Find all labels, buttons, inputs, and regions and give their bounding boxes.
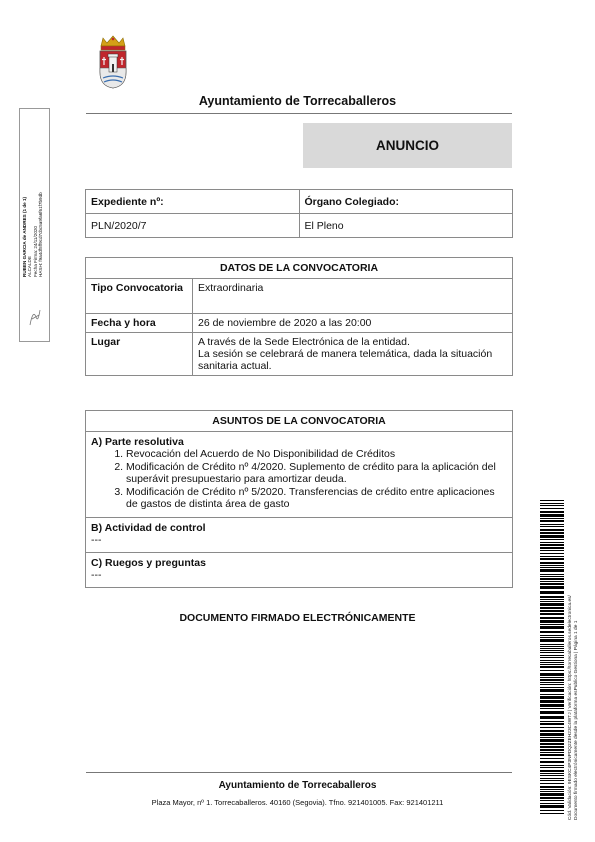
- barcode-bar: [540, 723, 564, 725]
- barcode-bar: [540, 526, 564, 527]
- barcode-bar: [540, 574, 564, 575]
- barcode-bar: [540, 752, 564, 753]
- section-body: ---: [91, 568, 102, 581]
- barcode-bar: [540, 775, 564, 776]
- barcode-bar: [540, 666, 564, 668]
- lugar-line-2: La sesión se celebrará de manera telemática, dada la situación sanitaria actual.: [198, 348, 493, 372]
- expediente-table: [85, 189, 513, 238]
- barcode-bar: [540, 556, 564, 557]
- barcode-bar: [540, 508, 564, 509]
- barcode-bar: [540, 694, 564, 695]
- asuntos-table: [85, 410, 513, 588]
- footer-divider: [86, 772, 512, 773]
- barcode-bar: [540, 662, 564, 663]
- barcode-bar: [540, 679, 564, 681]
- barcode-bar: [540, 803, 564, 804]
- barcode-bar: [540, 544, 564, 546]
- section-actividad-control: [86, 517, 513, 552]
- barcode-bar: [540, 601, 564, 602]
- barcode-bar: [540, 599, 564, 600]
- lugar-line-1: A través de la Sede Electrónica de la entidad.: [198, 336, 410, 348]
- barcode-bar: [540, 746, 564, 748]
- barcode-bar: [540, 682, 564, 683]
- barcode-bar: [540, 539, 564, 540]
- tipo-value: Extraordinaria: [193, 279, 513, 314]
- barcode-bar: [540, 758, 564, 759]
- agenda-item: 2. Modificación de Crédito nº 4/2020. Suplemento de crédito para la aplicación del superávit presupuestario para amortizar deuda.: [126, 461, 507, 486]
- asuntos-title: ASUNTOS DE LA CONVOCATORIA: [86, 411, 513, 432]
- barcode-bar: [540, 529, 564, 531]
- barcode-bar: [540, 670, 564, 671]
- barcode-bar: [540, 783, 564, 784]
- barcode-bar: [540, 687, 564, 688]
- barcode-bar: [540, 578, 564, 580]
- section-title: A) Parte resolutiva: [91, 436, 184, 448]
- barcode-bar: [540, 733, 564, 736]
- barcode-bar: [540, 727, 564, 728]
- signer-role: ALCALDE: [27, 256, 33, 277]
- barcode-bar: [540, 603, 564, 606]
- barcode-bar: [540, 620, 564, 623]
- barcode-bar: [540, 550, 564, 551]
- barcode-bar: [540, 778, 564, 779]
- barcode-bar: [540, 567, 564, 568]
- signed-note: DOCUMENTO FIRMADO ELECTRÓNICAMENTE: [179, 612, 416, 624]
- barcode-bar: [540, 780, 564, 781]
- barcode-bar: [540, 652, 564, 653]
- barcode-bar: [540, 737, 564, 738]
- barcode-bar: [540, 739, 564, 742]
- signature-hash: HASH: f9a4df5ff9cd7cbc5a9fa6f61f7b9db: [37, 192, 43, 277]
- barcode-bar: [540, 524, 564, 525]
- barcode-bar: [540, 542, 564, 543]
- barcode-bar: [540, 607, 564, 609]
- barcode-bar: [540, 677, 564, 678]
- barcode-bar: [540, 813, 564, 814]
- barcode-bar: [540, 684, 564, 685]
- csv-line-1: Cód. Validación: 9ESKC4P3NPDQ2ZEH23C4WTJ | Verificación: https://torrecaballeros.sedelectronica.es/: [568, 595, 573, 820]
- barcode-bar: [540, 711, 564, 714]
- lugar-label: Lugar: [86, 333, 193, 376]
- expediente-value: PLN/2020/7: [86, 214, 300, 238]
- agenda-list: [91, 448, 507, 511]
- datos-convocatoria-table: [85, 257, 513, 376]
- barcode-bar: [540, 637, 564, 638]
- barcode-bar: [540, 547, 564, 549]
- barcode-bar: [540, 503, 564, 504]
- barcode-bar: [540, 644, 564, 645]
- barcode-bar: [540, 626, 564, 629]
- barcode-bar: [540, 639, 564, 642]
- barcode-bar: [540, 565, 564, 566]
- municipal-crest-logo: [97, 34, 129, 90]
- expediente-label: Expediente nº:: [86, 190, 300, 214]
- barcode-bar: [540, 721, 564, 722]
- barcode-bar: [540, 613, 564, 615]
- barcode-bar: [540, 700, 564, 703]
- doc-type-label: ANUNCIO: [376, 138, 439, 153]
- barcode-bar: [540, 500, 564, 501]
- barcode-bar: [540, 791, 564, 792]
- barcode-bar: [540, 532, 564, 534]
- barcode-bar: [540, 660, 564, 661]
- footer-address: Plaza Mayor, nº 1. Torrecaballeros. 40160 (Segovia). Tfno. 921401005. Fax: 921401211: [151, 798, 444, 807]
- barcode-bar: [540, 581, 564, 582]
- barcode-bar: [540, 716, 564, 719]
- barcode-bar: [540, 520, 564, 522]
- barcode-bar: [540, 569, 564, 572]
- barcode-bar: [540, 535, 564, 538]
- barcode-bar: [540, 689, 564, 692]
- barcode-bar: [540, 648, 564, 649]
- barcode-bar: [540, 583, 564, 585]
- section-title: C) Ruegos y preguntas: [91, 556, 206, 569]
- barcode-bar: [540, 800, 564, 801]
- signature-scribble-icon: [27, 305, 43, 329]
- barcode-bar: [540, 767, 564, 768]
- barcode-bar: [540, 793, 564, 796]
- tipo-label: Tipo Convocatoria: [86, 279, 193, 314]
- barcode-bar: [540, 708, 564, 709]
- barcode-bar: [540, 786, 564, 788]
- barcode-bar: [540, 646, 564, 647]
- fecha-value: 26 de noviembre de 2020 a las 20:00: [193, 314, 513, 333]
- header-org-name: Ayuntamiento de Torrecaballeros: [198, 94, 397, 108]
- barcode-bar: [540, 730, 564, 732]
- doc-type-box: [303, 123, 512, 168]
- barcode-bar: [540, 518, 564, 519]
- csv-line-2: Documento firmado electrónicamente desde la plataforma esPublico Gestiona | Página 1 de 1: [574, 620, 579, 820]
- barcode-bar: [540, 514, 564, 517]
- header-divider: [86, 113, 512, 114]
- barcode-bar: [540, 754, 564, 756]
- barcode-bar: [540, 511, 564, 513]
- barcode-bar: [540, 635, 564, 636]
- section-title: B) Actividad de control: [91, 521, 206, 534]
- barcode-bar: [540, 664, 564, 665]
- barcode-bar: [540, 810, 564, 811]
- barcode-icon: [540, 500, 564, 814]
- barcode-bar: [540, 761, 564, 763]
- barcode-bar: [540, 743, 564, 745]
- barcode-bar: [540, 789, 564, 790]
- lugar-value: [193, 333, 513, 376]
- signer-name: RUBEN GARCIA de ANDRES (1 de 1): [22, 196, 27, 277]
- organo-value: El Pleno: [299, 214, 513, 238]
- barcode-bar: [540, 576, 564, 577]
- barcode-bar: [540, 805, 564, 808]
- barcode-bar: [540, 657, 564, 658]
- barcode-bar: [540, 765, 564, 766]
- barcode-bar: [540, 562, 564, 564]
- barcode-bar: [540, 596, 564, 598]
- barcode-bar: [540, 773, 564, 774]
- barcode-bar: [540, 797, 564, 799]
- csv-verification-text: [568, 595, 580, 820]
- barcode-bar: [540, 624, 564, 625]
- signature-strip: [19, 108, 50, 342]
- fecha-label: Fecha y hora: [86, 314, 193, 333]
- organo-label: Órgano Colegiado:: [299, 190, 513, 214]
- agenda-item: 1. Revocación del Acuerdo de No Disponibilidad de Créditos: [126, 448, 507, 461]
- barcode-bar: [540, 558, 564, 560]
- barcode-bar: [540, 704, 564, 707]
- barcode-bar: [540, 610, 564, 612]
- signature-text: [22, 117, 43, 277]
- barcode-bar: [540, 586, 564, 589]
- barcode-bar: [540, 749, 564, 751]
- barcode-bar: [540, 591, 564, 594]
- barcode-bar: [540, 655, 564, 656]
- datos-title: DATOS DE LA CONVOCATORIA: [86, 258, 513, 279]
- section-parte-resolutiva: [86, 432, 513, 518]
- barcode-bar: [540, 650, 564, 651]
- barcode-bar: [540, 553, 564, 554]
- signature-date: Fecha Firma: 24/11/2020: [32, 226, 38, 277]
- barcode-bar: [540, 631, 564, 633]
- section-body: ---: [91, 533, 102, 546]
- agenda-item: 3. Modificación de Crédito nº 5/2020. Transferencias de crédito entre aplicaciones de gastos de distinta área de gasto: [126, 486, 507, 511]
- footer-org-name: Ayuntamiento de Torrecaballeros: [218, 780, 377, 791]
- barcode-bar: [540, 770, 564, 772]
- section-ruegos-preguntas: [86, 552, 513, 587]
- barcode-bar: [540, 505, 564, 506]
- barcode-bar: [540, 673, 564, 676]
- barcode-bar: [540, 617, 564, 619]
- barcode-bar: [540, 696, 564, 699]
